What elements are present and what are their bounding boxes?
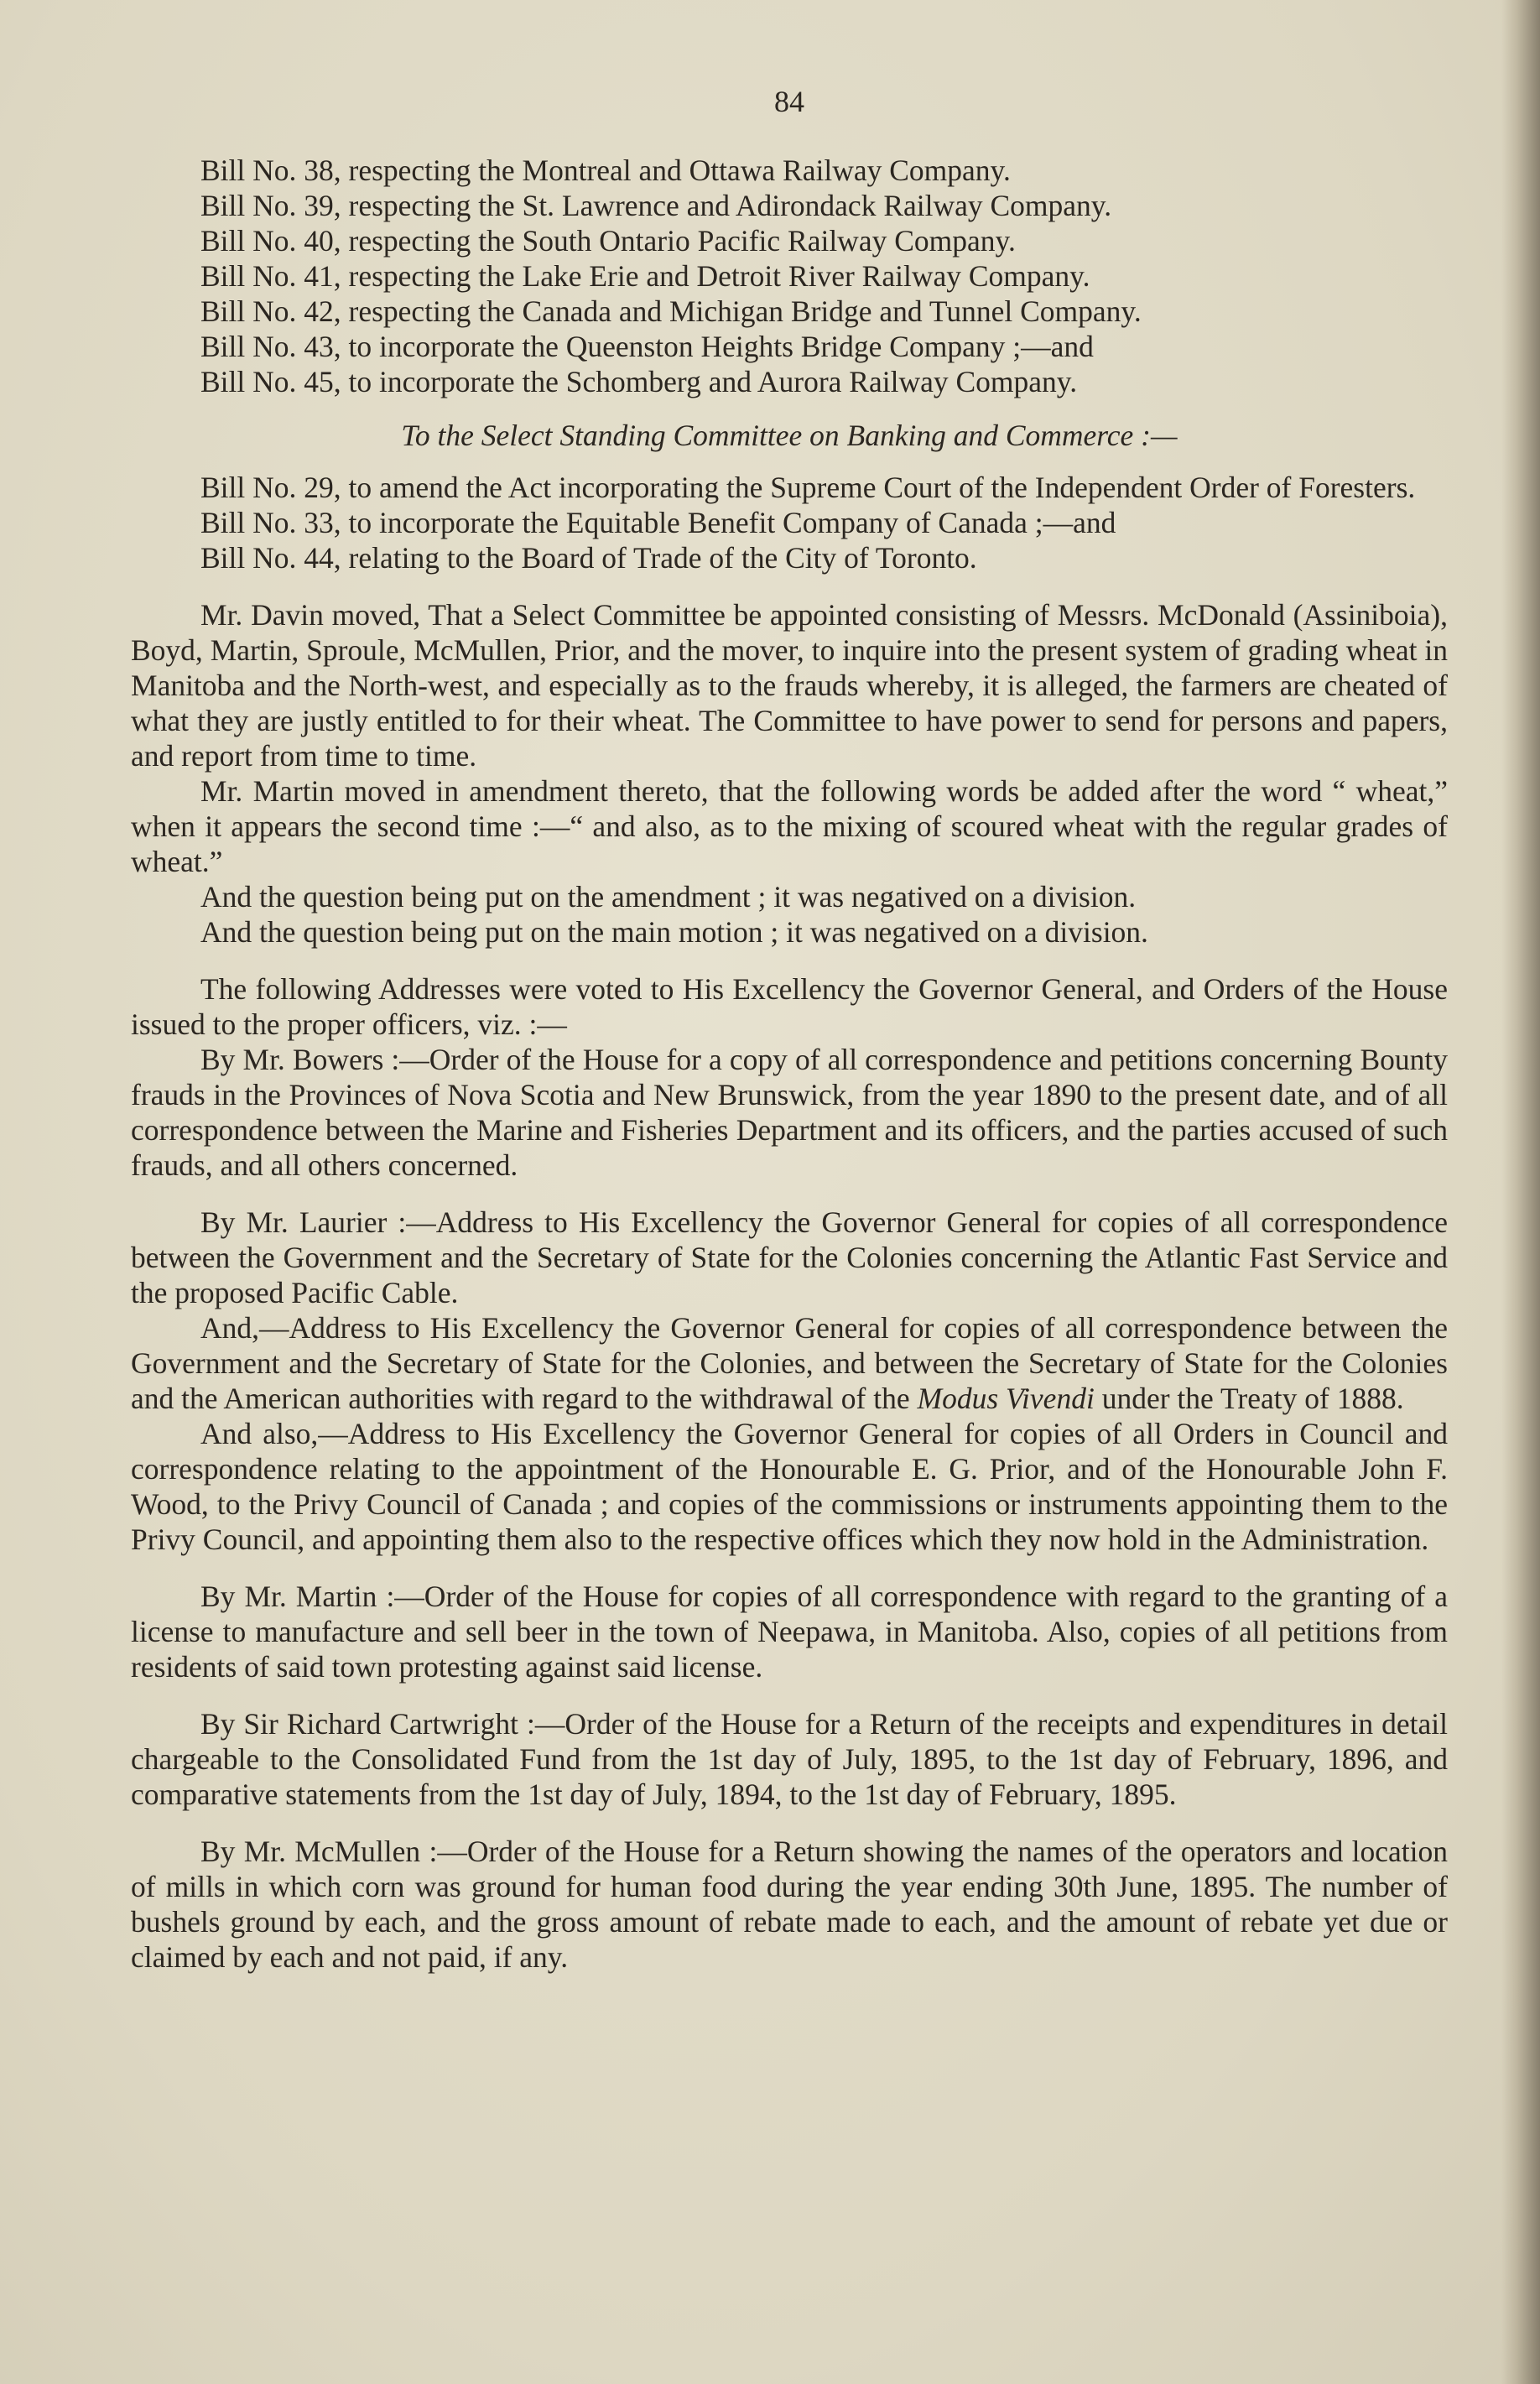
banking-bills-list: [131, 470, 1448, 575]
bill-line: Bill No. 38, respecting the Montreal and Ottawa Railway Company.: [200, 154, 1011, 187]
amendment-result-paragraph: And the question being put on the amendment ; it was negatived on a division.: [200, 880, 1137, 914]
laurier-address-paragraph: By Mr. Laurier :—Address to His Excellency the Governor General for copies of all correspondence between the Government and the Secretary of State for the Colonies concerning the Atlantic Fast Service and the proposed Pacific Cable.: [131, 1205, 1448, 1309]
bill-line: Bill No. 29, to amend the Act incorporating the Supreme Court of the Independent Order of Foresters.: [200, 471, 1416, 504]
bill-line: Bill No. 42, respecting the Canada and Michigan Bridge and Tunnel Company.: [200, 294, 1142, 328]
and-address-text-end: under the Treaty of 1888.: [1101, 1382, 1404, 1415]
page-content: [131, 84, 1448, 1975]
and-also-address-paragraph: And also,—Address to His Excellency the Governor General for copies of all Orders in Council and correspondence relating to the appointment of the Honourable E. G. Prior, and of the Honourable John F. Wood, to the Privy Council of Canada ; and copies of the commissions or instruments appointing them to the Privy Council, and appointing them also to the respective offices which they now hold in the Administration.: [131, 1417, 1448, 1556]
bill-line: Bill No. 45, to incorporate the Schomberg and Aurora Railway Company.: [200, 365, 1078, 398]
davin-motion-paragraph: Mr. Davin moved, That a Select Committee be appointed consisting of Messrs. McDonald (Assiniboia), Boyd, Martin, Sproule, McMullen, Prior, and the mover, to inquire into the present system of grading wheat in Manitoba and the North-west, and especially as to the frauds whereby, it is alleged, the farmers are cheated of what they are justly entitled to for their wheat. The Committee to have power to send for persons and papers, and report from time to time.: [131, 598, 1448, 773]
cartwright-order-paragraph: By Sir Richard Cartwright :—Order of the House for a Return of the receipts and expenditures in detail chargeable to the Consolidated Fund from the 1st day of July, 1895, to the 1st day of February, 1896, and comparative statements from the 1st day of July, 1894, to the 1st day of February, 1895.: [131, 1707, 1448, 1811]
bill-line: Bill No. 43, to incorporate the Queenston Heights Bridge Company ;—and: [200, 330, 1094, 363]
committee-heading: To the Select Standing Committee on Banking and Commerce :—: [401, 419, 1178, 452]
page-edge-shadow: [1501, 0, 1540, 2384]
bill-line: Bill No. 39, respecting the St. Lawrence and Adirondack Railway Company.: [200, 189, 1112, 222]
bill-line: Bill No. 41, respecting the Lake Erie and Detroit River Railway Company.: [200, 259, 1090, 293]
addresses-intro-paragraph: The following Addresses were voted to His Excellency the Governor General, and Orders of the House issued to the proper officers, viz. :—: [131, 972, 1448, 1041]
martin-order-paragraph: By Mr. Martin :—Order of the House for copies of all correspondence with regard to the granting of a license to manufacture and sell beer in the town of Neepawa, in Manitoba. Also, copies of all petitions from residents of said town protesting against said license.: [131, 1580, 1448, 1684]
bill-line: Bill No. 44, relating to the Board of Trade of the City of Toronto.: [200, 541, 977, 575]
modus-vivendi-term: Modus Vivendi: [917, 1382, 1095, 1415]
bill-line: Bill No. 40, respecting the South Ontario Pacific Railway Company.: [200, 224, 1016, 258]
martin-amendment-paragraph: Mr. Martin moved in amendment thereto, that the following words be added after the word “ wheat,” when it appears the second time :—“ and also, as to the mixing of scoured wheat with the regular grades of wheat.”: [131, 774, 1448, 878]
mcmullen-order-paragraph: By Mr. McMullen :—Order of the House for a Return showing the names of the operators and location of mills in which corn was ground for human food during the year ending 30th June, 1895. The number of bushels ground by each, and the gross amount of rebate made to each, and the amount of rebate yet due or claimed by each and not paid, if any.: [131, 1835, 1448, 1974]
bill-line: Bill No. 33, to incorporate the Equitable Benefit Company of Canada ;—and: [200, 506, 1116, 539]
and-address-paragraph: [131, 1310, 1448, 1416]
main-motion-result-paragraph: And the question being put on the main motion ; it was negatived on a division.: [200, 915, 1148, 949]
bowers-order-paragraph: By Mr. Bowers :—Order of the House for a copy of all correspondence and petitions concerning Bounty frauds in the Provinces of Nova Scotia and New Brunswick, from the year 1890 to the present date, and of all correspondence between the Marine and Fisheries Department and its officers, and the parties accused of such frauds, and all others concerned.: [131, 1043, 1448, 1182]
and-address-text: And,—Address to His Excellency the Governor General for copies of all correspondence between the Government and the Secretary of State for the Colonies, and between the Secretary of State for the Colonies and the American authorities with regard to the withdrawal of the: [131, 1311, 1448, 1415]
page-number: 84: [774, 85, 804, 118]
railway-bills-list: [131, 153, 1448, 399]
